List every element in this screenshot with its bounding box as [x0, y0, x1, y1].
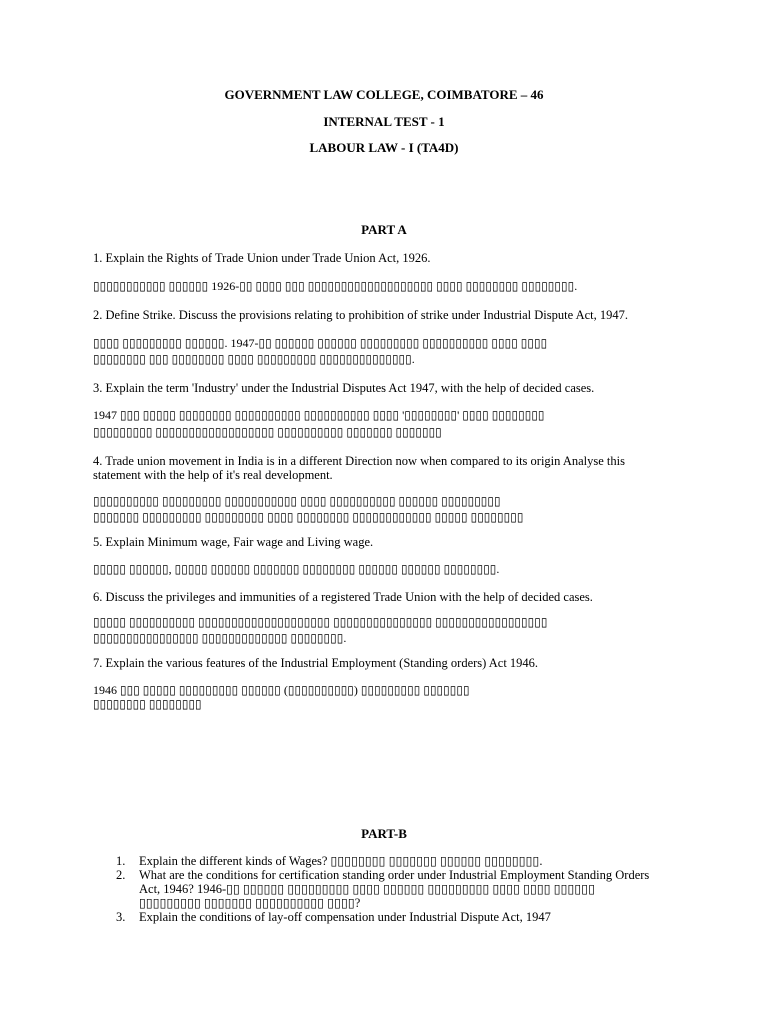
college-title: GOVERNMENT LAW COLLEGE, COIMBATORE – 46	[224, 87, 544, 102]
question-3-tamil-line1: 1947 ▯▯▯ ▯▯▯▯▯ ▯▯▯▯▯▯▯▯ ▯▯▯▯▯▯▯▯▯▯ ▯▯▯▯▯▯▯▯▯▯ ▯▯▯▯ '▯▯▯▯▯▯▯▯' ▯▯▯▯ ▯▯▯▯▯▯▯▯	[93, 408, 545, 422]
list-item-continuation: ▯▯▯▯▯▯▯▯▯ ▯▯▯▯▯▯▯ ▯▯▯▯▯▯▯▯▯▯ ▯▯▯▯?	[139, 896, 361, 910]
list-item-number: 1.	[116, 854, 126, 868]
question-3-english: 3. Explain the term 'Industry' under the Industrial Disputes Act 1947, with the help of decided cases.	[93, 381, 595, 395]
question-4-english-line1: 4. Trade union movement in India is in a different Direction now when compared to its origin Analyse this	[93, 454, 625, 468]
list-item: Explain the conditions of lay-off compensation under Industrial Dispute Act, 1947	[139, 910, 551, 924]
question-7-tamil-line1: 1946 ▯▯▯ ▯▯▯▯▯ ▯▯▯▯▯▯▯▯▯ ▯▯▯▯▯▯ (▯▯▯▯▯▯▯▯▯▯) ▯▯▯▯▯▯▯▯▯ ▯▯▯▯▯▯▯	[93, 683, 470, 697]
list-item-number: 3.	[116, 910, 126, 924]
part-b-heading: PART-B	[361, 826, 407, 841]
question-1-english: 1. Explain the Rights of Trade Union under Trade Union Act, 1926.	[93, 251, 431, 265]
question-1-tamil: ▯▯▯▯▯▯▯▯▯▯▯ ▯▯▯▯▯▯ 1926-▯▯ ▯▯▯▯ ▯▯▯ ▯▯▯▯▯▯▯▯▯▯▯▯▯▯▯▯▯▯▯ ▯▯▯▯ ▯▯▯▯▯▯▯▯ ▯▯▯▯▯▯▯▯.	[93, 279, 578, 293]
list-item: Explain the different kinds of Wages? ▯▯▯▯▯▯▯▯ ▯▯▯▯▯▯▯ ▯▯▯▯▯▯ ▯▯▯▯▯▯▯▯.	[139, 854, 543, 868]
question-6-tamil-line2: ▯▯▯▯▯▯▯▯▯▯▯▯▯▯▯▯ ▯▯▯▯▯▯▯▯▯▯▯▯▯ ▯▯▯▯▯▯▯▯.	[93, 631, 347, 645]
question-2-tamil-line1: ▯▯▯▯ ▯▯▯▯▯▯▯▯▯ ▯▯▯▯▯▯. 1947-▯▯ ▯▯▯▯▯▯ ▯▯▯▯▯▯ ▯▯▯▯▯▯▯▯▯ ▯▯▯▯▯▯▯▯▯▯ ▯▯▯▯ ▯▯▯▯	[93, 336, 548, 350]
question-3-tamil-line2: ▯▯▯▯▯▯▯▯▯ ▯▯▯▯▯▯▯▯▯▯▯▯▯▯▯▯▯▯ ▯▯▯▯▯▯▯▯▯▯ ▯▯▯▯▯▯▯ ▯▯▯▯▯▯▯	[93, 425, 442, 439]
question-4-english-line2: statement with the help of it's real development.	[93, 468, 333, 482]
question-6-tamil-line1: ▯▯▯▯▯ ▯▯▯▯▯▯▯▯▯▯ ▯▯▯▯▯▯▯▯▯▯▯▯▯▯▯▯▯▯▯▯ ▯▯▯▯▯▯▯▯▯▯▯▯▯▯▯ ▯▯▯▯▯▯▯▯▯▯▯▯▯▯▯▯▯	[93, 615, 548, 629]
question-2-tamil-line2: ▯▯▯▯▯▯▯▯ ▯▯▯ ▯▯▯▯▯▯▯▯ ▯▯▯▯ ▯▯▯▯▯▯▯▯▯ ▯▯▯▯▯▯▯▯▯▯▯▯▯▯.	[93, 352, 415, 366]
test-title: INTERNAL TEST - 1	[323, 114, 445, 129]
question-7-tamil-line2: ▯▯▯▯▯▯▯▯ ▯▯▯▯▯▯▯▯	[93, 697, 202, 711]
list-item-number: 2.	[116, 868, 126, 882]
list-item: What are the conditions for certification standing order under Industrial Employment Standing Orders	[139, 868, 650, 882]
subject-title: LABOUR LAW - I (TA4D)	[309, 140, 459, 155]
question-4-tamil-line1: ▯▯▯▯▯▯▯▯▯▯ ▯▯▯▯▯▯▯▯▯ ▯▯▯▯▯▯▯▯▯▯▯ ▯▯▯▯ ▯▯▯▯▯▯▯▯▯▯ ▯▯▯▯▯▯ ▯▯▯▯▯▯▯▯▯	[93, 494, 501, 508]
question-6-english: 6. Discuss the privileges and immunities of a registered Trade Union with the help of decided cases.	[93, 590, 593, 604]
question-2-english: 2. Define Strike. Discuss the provisions relating to prohibition of strike under Industrial Dispute Act, 1947.	[93, 308, 628, 322]
list-item-continuation: Act, 1946? 1946-▯▯ ▯▯▯▯▯▯ ▯▯▯▯▯▯▯▯▯ ▯▯▯▯ ▯▯▯▯▯▯ ▯▯▯▯▯▯▯▯▯ ▯▯▯▯ ▯▯▯▯ ▯▯▯▯▯▯	[139, 882, 596, 896]
question-5-tamil: ▯▯▯▯▯ ▯▯▯▯▯▯, ▯▯▯▯▯ ▯▯▯▯▯▯ ▯▯▯▯▯▯▯ ▯▯▯▯▯▯▯▯ ▯▯▯▯▯▯ ▯▯▯▯▯▯ ▯▯▯▯▯▯▯▯.	[93, 562, 500, 576]
question-4-tamil-line2: ▯▯▯▯▯▯▯ ▯▯▯▯▯▯▯▯▯ ▯▯▯▯▯▯▯▯▯ ▯▯▯▯ ▯▯▯▯▯▯▯▯ ▯▯▯▯▯▯▯▯▯▯▯▯ ▯▯▯▯▯ ▯▯▯▯▯▯▯▯	[93, 510, 524, 524]
part-a-heading: PART A	[361, 222, 407, 237]
question-7-english: 7. Explain the various features of the Industrial Employment (Standing orders) Act 1946.	[93, 656, 539, 670]
question-5-english: 5. Explain Minimum wage, Fair wage and Living wage.	[93, 535, 374, 549]
